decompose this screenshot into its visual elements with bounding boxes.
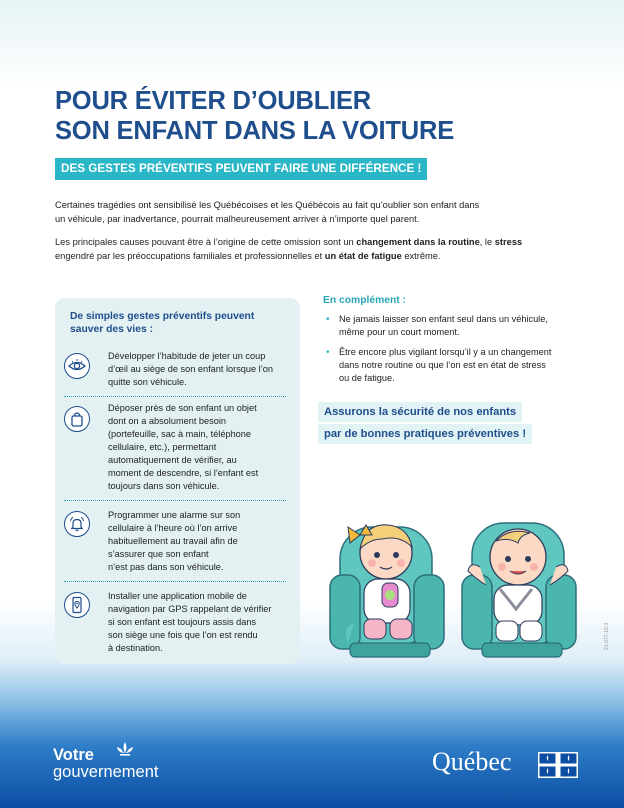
- slogan-line-2: par de bonnes pratiques préventives !: [318, 424, 532, 444]
- intro-paragraph-1: [55, 199, 575, 226]
- bullet-line: ou de fatigue.: [339, 373, 395, 383]
- slogan-line-1: Assurons la sécurité de nos enfants: [318, 402, 522, 422]
- intro-p1-line-2: un véhicule, par inadvertance, pourrait malheureusement arriver à n’importe quel parent.: [55, 213, 420, 224]
- tip-line: navigation par GPS rappelant de vérifier: [108, 604, 272, 614]
- complement-bullet-1: [326, 313, 586, 339]
- tips-title-line-1: De simples gestes préventifs peuvent: [70, 311, 255, 322]
- tip-line: dont on a absolument besoin: [108, 416, 226, 426]
- tip-line: cellulaire à l’heure où l’on arrive: [108, 523, 238, 533]
- tips-title-line-2: sauver des vies :: [70, 324, 153, 335]
- bullet-dot: •: [326, 347, 330, 358]
- bullet-line: dans notre routine ou que l’on est en état de stress: [339, 360, 546, 370]
- tip-line: automatiquement de vérifier, au: [108, 455, 237, 465]
- document-code: 21-077-18-3: [604, 622, 610, 650]
- text: , le: [479, 237, 495, 247]
- text: extrême.: [401, 250, 441, 261]
- bag-icon: [64, 406, 90, 432]
- tip-line: Déposer près de son enfant un objet: [108, 403, 257, 413]
- eye-icon: [64, 353, 90, 379]
- tip-line: à destination.: [108, 643, 163, 653]
- tip-line: Programmer une alarme sur son: [108, 510, 241, 520]
- fleur-de-lis-icon: [114, 741, 136, 761]
- emphasis-fatigue: un état de fatigue: [324, 250, 402, 261]
- intro-p1-line-1: Certaines tragédies ont sensibilisé les Québécoises et les Québécois au fait qu’oublier son enfant dans: [55, 200, 480, 210]
- tip-line: n’est pas dans son véhicule.: [108, 562, 224, 572]
- tip-line: (portefeuille, sac à main, téléphone: [108, 429, 252, 439]
- phone-gps-icon: [64, 592, 90, 618]
- tip-line: d’œil au siège de son enfant lorsque l’on: [108, 364, 273, 374]
- page-title: [55, 86, 575, 146]
- quebec-flag-icon: [538, 752, 578, 778]
- tip-line: s’assurer que son enfant: [108, 549, 209, 559]
- tip-line: quitte son véhicule.: [108, 377, 187, 387]
- tip-line: habituellement au travail afin de: [108, 536, 238, 546]
- votre-gouvernement-logo: [53, 747, 159, 781]
- tip-item-3: [108, 509, 288, 574]
- quebec-wordmark: Québec: [432, 747, 512, 776]
- text: Les principales causes pouvant être à l’origine de cette omission sont un: [55, 237, 357, 247]
- complement-bullet-2: [326, 346, 586, 385]
- gov-line-1: Votre: [53, 746, 94, 764]
- tip-line: toujours dans son véhicule.: [108, 481, 220, 491]
- text: engendré par les préoccupations familiales et professionnelles et: [55, 250, 325, 261]
- gov-line-2: gouvernement: [53, 763, 159, 781]
- tip-line: Installer une application mobile de: [108, 591, 247, 601]
- title-line-1: POUR ÉVITER D’OUBLIER: [55, 87, 371, 115]
- complement-title: En complément :: [323, 295, 406, 306]
- intro-p2-line-2: [55, 250, 575, 264]
- tip-item-4: [108, 590, 288, 655]
- bullet-line: même pour un court moment.: [339, 327, 460, 337]
- bullet-line: Être encore plus vigilant lorsqu’il y a un changement: [339, 347, 552, 357]
- intro-p2-line-1: [55, 236, 575, 250]
- tip-line: cellulaire, etc.), permettant: [108, 442, 217, 452]
- divider: [64, 581, 286, 582]
- subtitle-banner: DES GESTES PRÉVENTIFS PEUVENT FAIRE UNE DIFFÉRENCE !: [55, 158, 427, 180]
- intro-paragraph-2: [55, 236, 575, 263]
- tip-line: si son enfant est toujours assis dans: [108, 617, 257, 627]
- alarm-icon: [64, 511, 90, 537]
- tip-item-2: [108, 402, 288, 493]
- babies-in-car-seats-illustration: [320, 505, 585, 665]
- tip-item-1: [108, 350, 288, 389]
- divider: [64, 500, 286, 501]
- tip-line: Développer l’habitude de jeter un coup: [108, 351, 266, 361]
- header-background: [0, 0, 624, 90]
- bullet-line: Ne jamais laisser son enfant seul dans un véhicule,: [339, 314, 548, 324]
- emphasis-stress: stress: [494, 237, 523, 247]
- title-line-2: SON ENFANT DANS LA VOITURE: [55, 117, 455, 145]
- bullet-dot: •: [326, 314, 330, 325]
- tips-panel-title: [70, 310, 270, 336]
- divider: [64, 396, 286, 397]
- tip-line: son siège une fois que l’on est rendu: [108, 630, 258, 640]
- tip-line: moment de descendre, si l’enfant est: [108, 468, 259, 478]
- emphasis-routine: changement dans la routine: [356, 237, 480, 247]
